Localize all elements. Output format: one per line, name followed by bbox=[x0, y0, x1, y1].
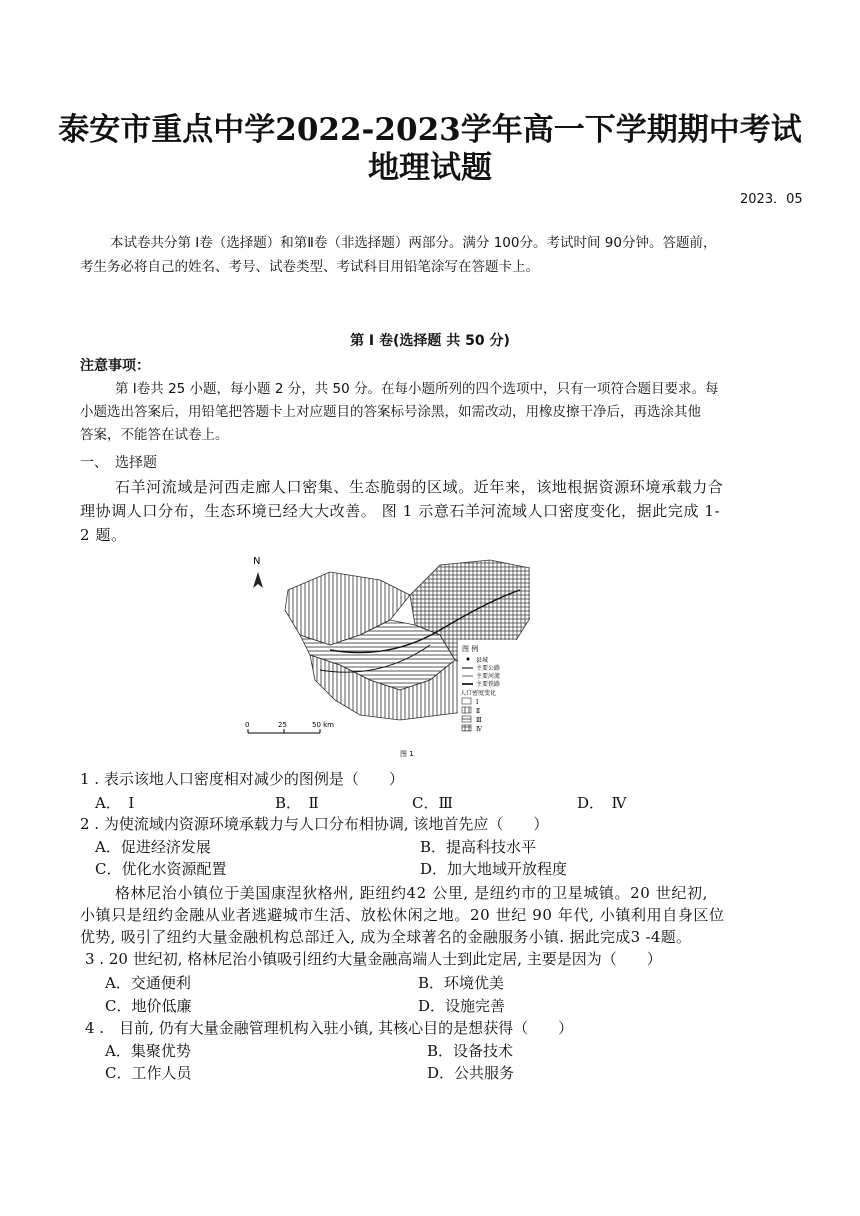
intro-line2: 考生务必将自己的姓名、考号、试卷类型、考试科目用铅笔涂写在答题卡上。 bbox=[80, 259, 539, 275]
legend-class-2: Ⅱ bbox=[476, 708, 481, 715]
notice-line1: 第 Ⅰ卷共 25 小题，每小题 2 分，共 50 分。在每小题所列的四个选项中，只有一项符合题目要求。每 bbox=[115, 381, 719, 397]
passage1-line2: 理协调人口分布，生态环境已经大大改善。 图 1 示意石羊河流域人口密度变化，据此完成 1- bbox=[80, 502, 721, 520]
scale-label-25: 25 bbox=[278, 721, 287, 729]
exam-date: 2023．05 bbox=[740, 192, 803, 207]
q2-option-d: D．加大地域开放程度 bbox=[420, 860, 568, 878]
legend-class-1: Ⅰ bbox=[476, 699, 479, 706]
figure-1-map bbox=[240, 550, 530, 760]
q2-stem: 2 . 为使流域内资源环境承载力与人口分布相协调, 该地首先应（ ） bbox=[80, 815, 549, 833]
q1-option-d: D． Ⅳ bbox=[577, 794, 627, 812]
q4-option-c: C．工作人员 bbox=[105, 1064, 192, 1082]
exam-title-line1: 泰安市重点中学2022-2023学年高一下学期期中考试 bbox=[58, 112, 802, 148]
q2-option-c: C．优化水资源配置 bbox=[95, 860, 227, 878]
q3-option-d: D．设施完善 bbox=[418, 997, 506, 1015]
section-heading: 第 Ⅰ 卷(选择题 共 50 分) bbox=[350, 333, 510, 349]
notice-title: 注意事项： bbox=[80, 358, 150, 374]
scale-bar bbox=[245, 721, 334, 733]
q1-stem: 1 . 表示该地人口密度相对减少的图例是（ ） bbox=[80, 770, 404, 788]
legend-item-county: 县城 bbox=[476, 657, 489, 664]
legend-item-road: 主要公路 bbox=[476, 665, 501, 672]
notice-line3: 答案，不能答在试卷上。 bbox=[80, 427, 229, 443]
north-label: N bbox=[253, 556, 261, 567]
q3-option-c: C．地价低廉 bbox=[105, 997, 192, 1015]
q4-option-a: A．集聚优势 bbox=[105, 1042, 191, 1060]
q4-option-d: D．公共服务 bbox=[427, 1064, 515, 1082]
q4-stem: 4 . 目前, 仍有大量金融管理机构入驻小镇, 其核心目的是想获得（ ） bbox=[85, 1019, 574, 1037]
legend-title: 图 例 bbox=[462, 645, 479, 653]
q3-stem: 3 . 20 世纪初, 格林尼治小镇吸引纽约大量金融高端人士到此定居, 主要是因为（ ） bbox=[85, 950, 662, 968]
q3-option-a: A．交通便利 bbox=[105, 974, 191, 992]
q1-option-a: A． Ⅰ bbox=[95, 794, 135, 812]
q3-option-b: B．环境优美 bbox=[418, 974, 505, 992]
scale-label-0: 0 bbox=[245, 721, 250, 729]
map-legend bbox=[458, 640, 528, 740]
north-arrow-icon bbox=[253, 572, 263, 588]
q2-option-a: A．促进经济发展 bbox=[95, 838, 211, 856]
scale-label-50: 50 km bbox=[312, 721, 335, 729]
passage2-line1: 格林尼治小镇位于美国康涅狄格州, 距纽约42 公里, 是纽约市的卫星城镇。20 世纪初, bbox=[115, 884, 708, 902]
map-svg bbox=[240, 550, 530, 760]
q1-option-c: C．Ⅲ bbox=[412, 794, 453, 812]
legend-class-4: Ⅳ bbox=[476, 726, 482, 733]
q1-option-b: B． Ⅱ bbox=[275, 794, 319, 812]
legend-density-title: 人口密度变化 bbox=[460, 690, 497, 697]
exam-title-line2: 地理试题 bbox=[368, 150, 492, 186]
passage1-line3: 2 题。 bbox=[80, 526, 127, 544]
intro-line1: 本试卷共分第 Ⅰ卷（选择题）和第Ⅱ卷（非选择题）两部分。满分 100分。考试时间 90分钟。答题前， bbox=[110, 235, 717, 251]
passage2-line2: 小镇只是纽约金融从业者逃避城市生活、放松休闲之地。20 世纪 90 年代, 小镇利用自身区位 bbox=[80, 906, 725, 924]
figure-caption: 图 1 bbox=[400, 750, 414, 758]
q4-option-b: B．设备技术 bbox=[427, 1042, 514, 1060]
notice-line2: 小题选出答案后，用铅笔把答题卡上对应题目的答案标号涂黑，如需改动，用橡皮擦干净后，再选涂其他 bbox=[80, 404, 701, 420]
legend-item-railway: 主要铁路 bbox=[476, 681, 501, 688]
legend-class-3: Ⅲ bbox=[476, 717, 482, 724]
part-label: 一、 选择题 bbox=[80, 455, 157, 471]
q2-option-b: B．提高科技水平 bbox=[420, 838, 537, 856]
passage2-line3: 优势, 吸引了纽约大量金融机构总部迁入, 成为全球著名的金融服务小镇. 据此完成3 -4题。 bbox=[80, 928, 692, 946]
legend-item-river: 主要河流 bbox=[476, 673, 501, 680]
passage1-line1: 石羊河流域是河西走廊人口密集、生态脆弱的区域。近年来，该地根据资源环境承载力合 bbox=[115, 478, 724, 496]
